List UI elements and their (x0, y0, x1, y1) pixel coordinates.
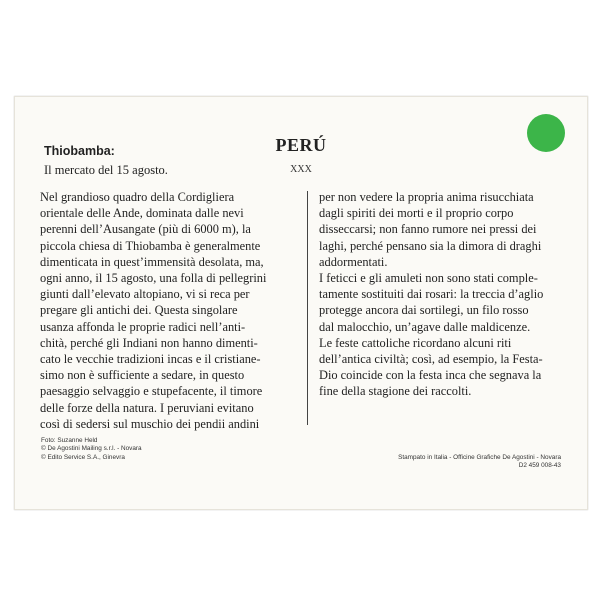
product-code: D2 459 008-43 (518, 462, 561, 470)
right-column-text: per non vedere la propria anima risucchiata dagli spiriti dei morti e il proprio corpo disseccarsi; non fanno rumore nei pressi dei laghi, perché pensano sia la dimora di draghi addormentati. I feticci e gli amuleti non sono stati comple- tamente sostituiti dai rosari: la treccia d’aglio protegge ancora dai sortilegi, un filo rosso dal malocchio, un’agave dalle maldicenze. Le feste cattoliche ricordano alcuni riti dell’antica civiltà; così, ad esempio, la Festa- Dio coincide con la festa inca che segnava la fine della stagione dei raccolti. (319, 190, 544, 399)
place-heading: Thiobamba: (44, 144, 115, 158)
photo-credits (41, 437, 142, 462)
postcard-back (14, 96, 588, 510)
printer-line: Stampato in Italia - Officine Grafiche De Agostini - Novara (398, 454, 561, 461)
card-title: PERÚ (275, 135, 327, 155)
left-column-text: Nel grandioso quadro della Cordigliera orientale delle Ande, dominata dalle nevi perenni dell’Ausangate (più di 6000 m), la piccola chiesa di Thiobamba è generalmente dimenticata in quest’immensità desolata, ma, ogni anno, il 15 agosto, una folla di pellegrini giunti dall’elevato altopiano, vi si reca per pregare gli antichi dei. Questa singolare usanza affonda le proprie radici nell’anti- chità, perché gli Indiani non hanno dimenti- cato le vecchie tradizioni incas e il cristiane- simo non è sufficiente a sedare, in questo paesaggio selvaggio e stupefacente, il timore delle forze della natura. I peruviani evitano così di sedersi sul muschio dei pendii andini (40, 190, 267, 431)
card-code: XXX (290, 164, 312, 175)
credit-line: © De Agostini Mailing s.r.l. - Novara (41, 445, 142, 453)
column-divider (307, 191, 308, 425)
credit-line: © Edito Service S.A., Ginevra (41, 453, 125, 461)
text-columns (40, 189, 559, 437)
credit-line: Foto: Suzanne Held (41, 437, 98, 444)
printer-info (398, 454, 561, 471)
card-subtitle: Il mercato del 15 agosto. (44, 163, 168, 177)
